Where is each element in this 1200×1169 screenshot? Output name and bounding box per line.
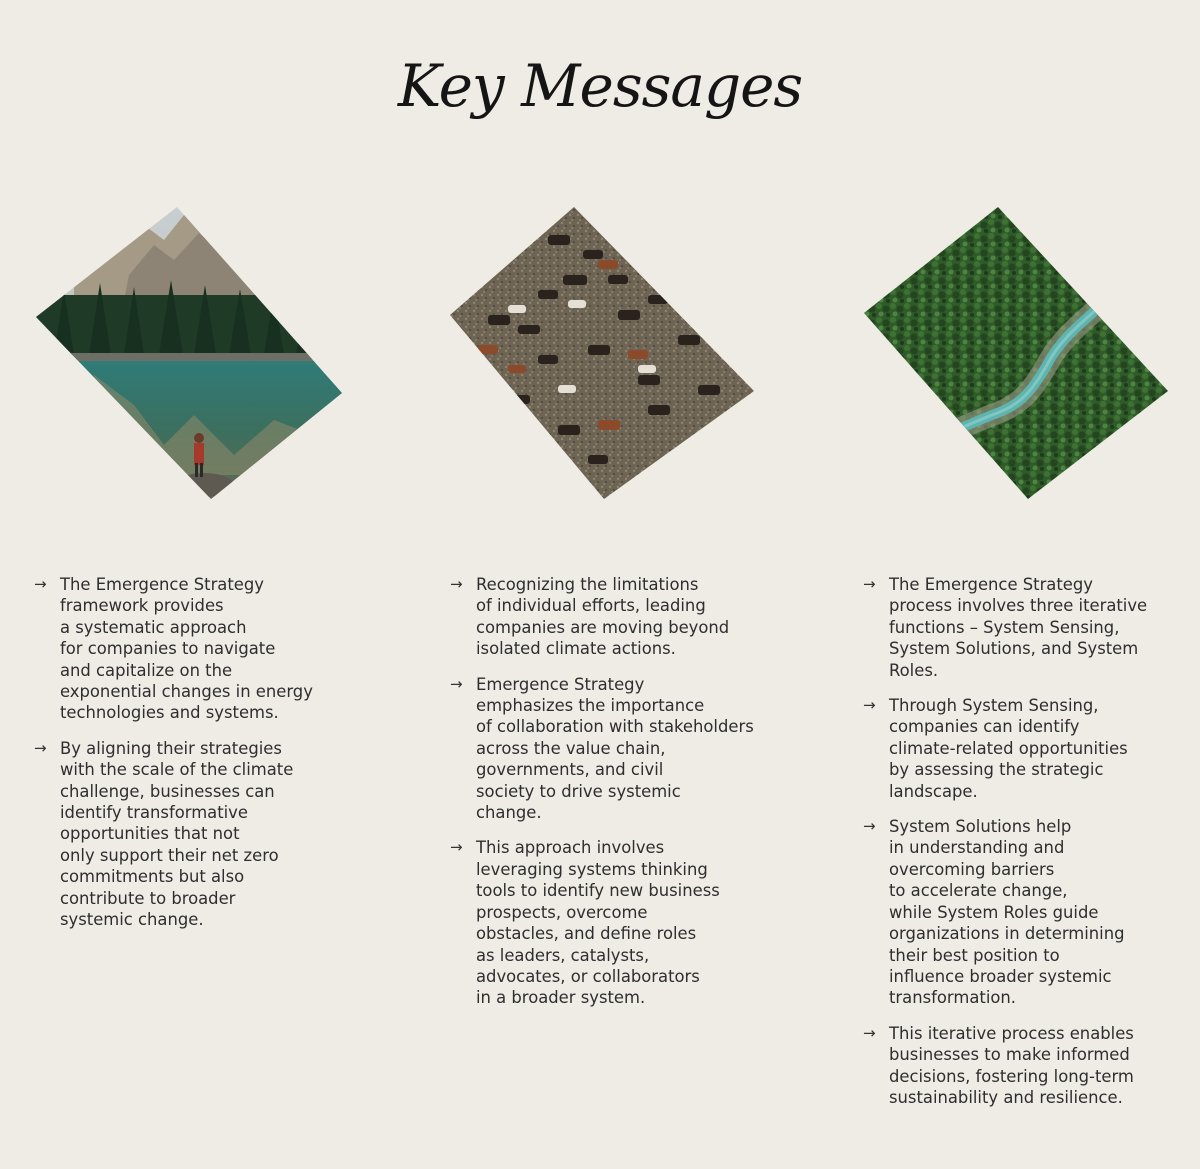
bullet-text-line: of collaboration with stakeholders — [476, 717, 754, 737]
arrow-right-icon: → — [863, 817, 876, 836]
bullet-text-line: advocates, or collaborators — [476, 966, 700, 986]
bullet-item — [450, 674, 800, 824]
bullet-text-line: governments, and civil — [476, 760, 664, 780]
bullet-text-line: influence broader systemic — [889, 966, 1112, 986]
bullet-text-line: businesses to make informed — [889, 1045, 1130, 1065]
bullet-text-line: overcoming barriers — [889, 859, 1055, 879]
arrow-right-icon: → — [450, 674, 463, 693]
aerial-cattle-photo — [448, 205, 768, 505]
bullet-text-line: The Emergence Strategy — [60, 575, 264, 594]
bullet-text-line: leveraging systems thinking — [476, 859, 708, 879]
bullet-text-line: with the scale of the climate — [60, 760, 294, 780]
bullet-text-line: emphasizes the importance — [476, 696, 705, 716]
bullet-text-line: only support their net zero — [60, 845, 279, 865]
bullet-item — [863, 816, 1183, 1009]
bullet-text-line: process involves three iterative — [889, 596, 1148, 616]
arrow-right-icon: → — [34, 575, 47, 593]
bullet-text-line: This iterative process enables — [889, 1023, 1134, 1043]
arrow-right-icon: → — [450, 575, 463, 593]
bullet-text-line: System Solutions, and System — [889, 639, 1139, 659]
bullet-text-line: challenge, businesses can — [60, 781, 275, 801]
bullet-text-line: to accelerate change, — [889, 881, 1068, 901]
bullet-text-line: climate-related opportunities — [889, 738, 1128, 758]
bullet-text-line: companies are moving beyond — [476, 617, 730, 637]
bullet-text-line: This approach involves — [476, 838, 665, 858]
bullet-text-line: Roles. — [889, 660, 939, 680]
bullet-text-line: sustainability and resilience. — [889, 1087, 1123, 1107]
bullet-text-line: framework provides — [60, 596, 224, 616]
bullet-text-line: contribute to broader — [60, 888, 236, 908]
bullet-item — [34, 738, 364, 931]
bullet-text-line: and capitalize on the — [60, 660, 233, 680]
arrow-right-icon: → — [863, 575, 876, 593]
key-messages-column-3 — [863, 574, 1183, 1122]
bullet-text-line: as leaders, catalysts, — [476, 945, 650, 965]
bullet-text-line: prospects, overcome — [476, 902, 648, 922]
mountain-lake-photo — [34, 205, 354, 505]
bullet-text-line: identify transformative — [60, 803, 248, 823]
bullet-text-line: change. — [476, 803, 542, 823]
bullet-text-line: transformation. — [889, 988, 1017, 1008]
bullet-text-line: their best position to — [889, 945, 1060, 965]
bullet-text-line: commitments but also — [60, 867, 245, 887]
bullet-text-line: society to drive systemic — [476, 781, 681, 801]
bullet-text-line: by assessing the strategic — [889, 760, 1104, 780]
bullet-text-line: obstacles, and define roles — [476, 924, 697, 944]
bullet-text-line: decisions, fostering long-term — [889, 1066, 1134, 1086]
bullet-text-line: functions – System Sensing, — [889, 617, 1120, 637]
key-messages-column-2 — [450, 574, 800, 1023]
bullet-text-line: By aligning their strategies — [60, 738, 282, 758]
bullet-text-line: Emergence Strategy — [476, 674, 645, 694]
bullet-text-line: across the value chain, — [476, 738, 666, 758]
bullet-text-line: tools to identify new business — [476, 881, 720, 901]
page-title: Key Messages — [397, 52, 803, 120]
arrow-right-icon: → — [34, 738, 47, 757]
bullet-text-line: companies can identify — [889, 717, 1080, 737]
bullet-text-line: exponential changes in energy — [60, 682, 313, 702]
arrow-right-icon: → — [450, 838, 463, 857]
bullet-item — [863, 695, 1183, 802]
bullet-text-line: in understanding and — [889, 838, 1065, 858]
bullet-text-line: Recognizing the limitations — [476, 575, 699, 594]
bullet-text-line: for companies to navigate — [60, 639, 276, 659]
bullet-text-line: Through System Sensing, — [889, 696, 1099, 716]
bullet-item — [863, 1023, 1183, 1109]
bullet-text-line: while System Roles guide — [889, 902, 1099, 922]
arrow-right-icon: → — [863, 696, 876, 715]
bullet-item — [450, 837, 800, 1008]
bullet-text-line: of individual efforts, leading — [476, 596, 706, 616]
bullet-text-line: isolated climate actions. — [476, 639, 676, 659]
aerial-river-forest-photo — [862, 205, 1182, 505]
bullet-text-line: systemic change. — [60, 910, 204, 930]
bullet-text-line: opportunities that not — [60, 824, 240, 844]
bullet-text-line: in a broader system. — [476, 988, 646, 1008]
bullet-text-line: technologies and systems. — [60, 703, 279, 723]
key-messages-column-1 — [34, 574, 364, 945]
bullet-text-line: organizations in determining — [889, 924, 1125, 944]
arrow-right-icon: → — [863, 1023, 876, 1042]
bullet-text-line: landscape. — [889, 781, 978, 801]
bullet-text-line: System Solutions help — [889, 817, 1072, 837]
bullet-item — [863, 574, 1183, 681]
bullet-text-line: The Emergence Strategy — [889, 575, 1093, 594]
bullet-item — [450, 574, 800, 660]
bullet-text-line: a systematic approach — [60, 617, 247, 637]
bullet-item — [34, 574, 364, 724]
